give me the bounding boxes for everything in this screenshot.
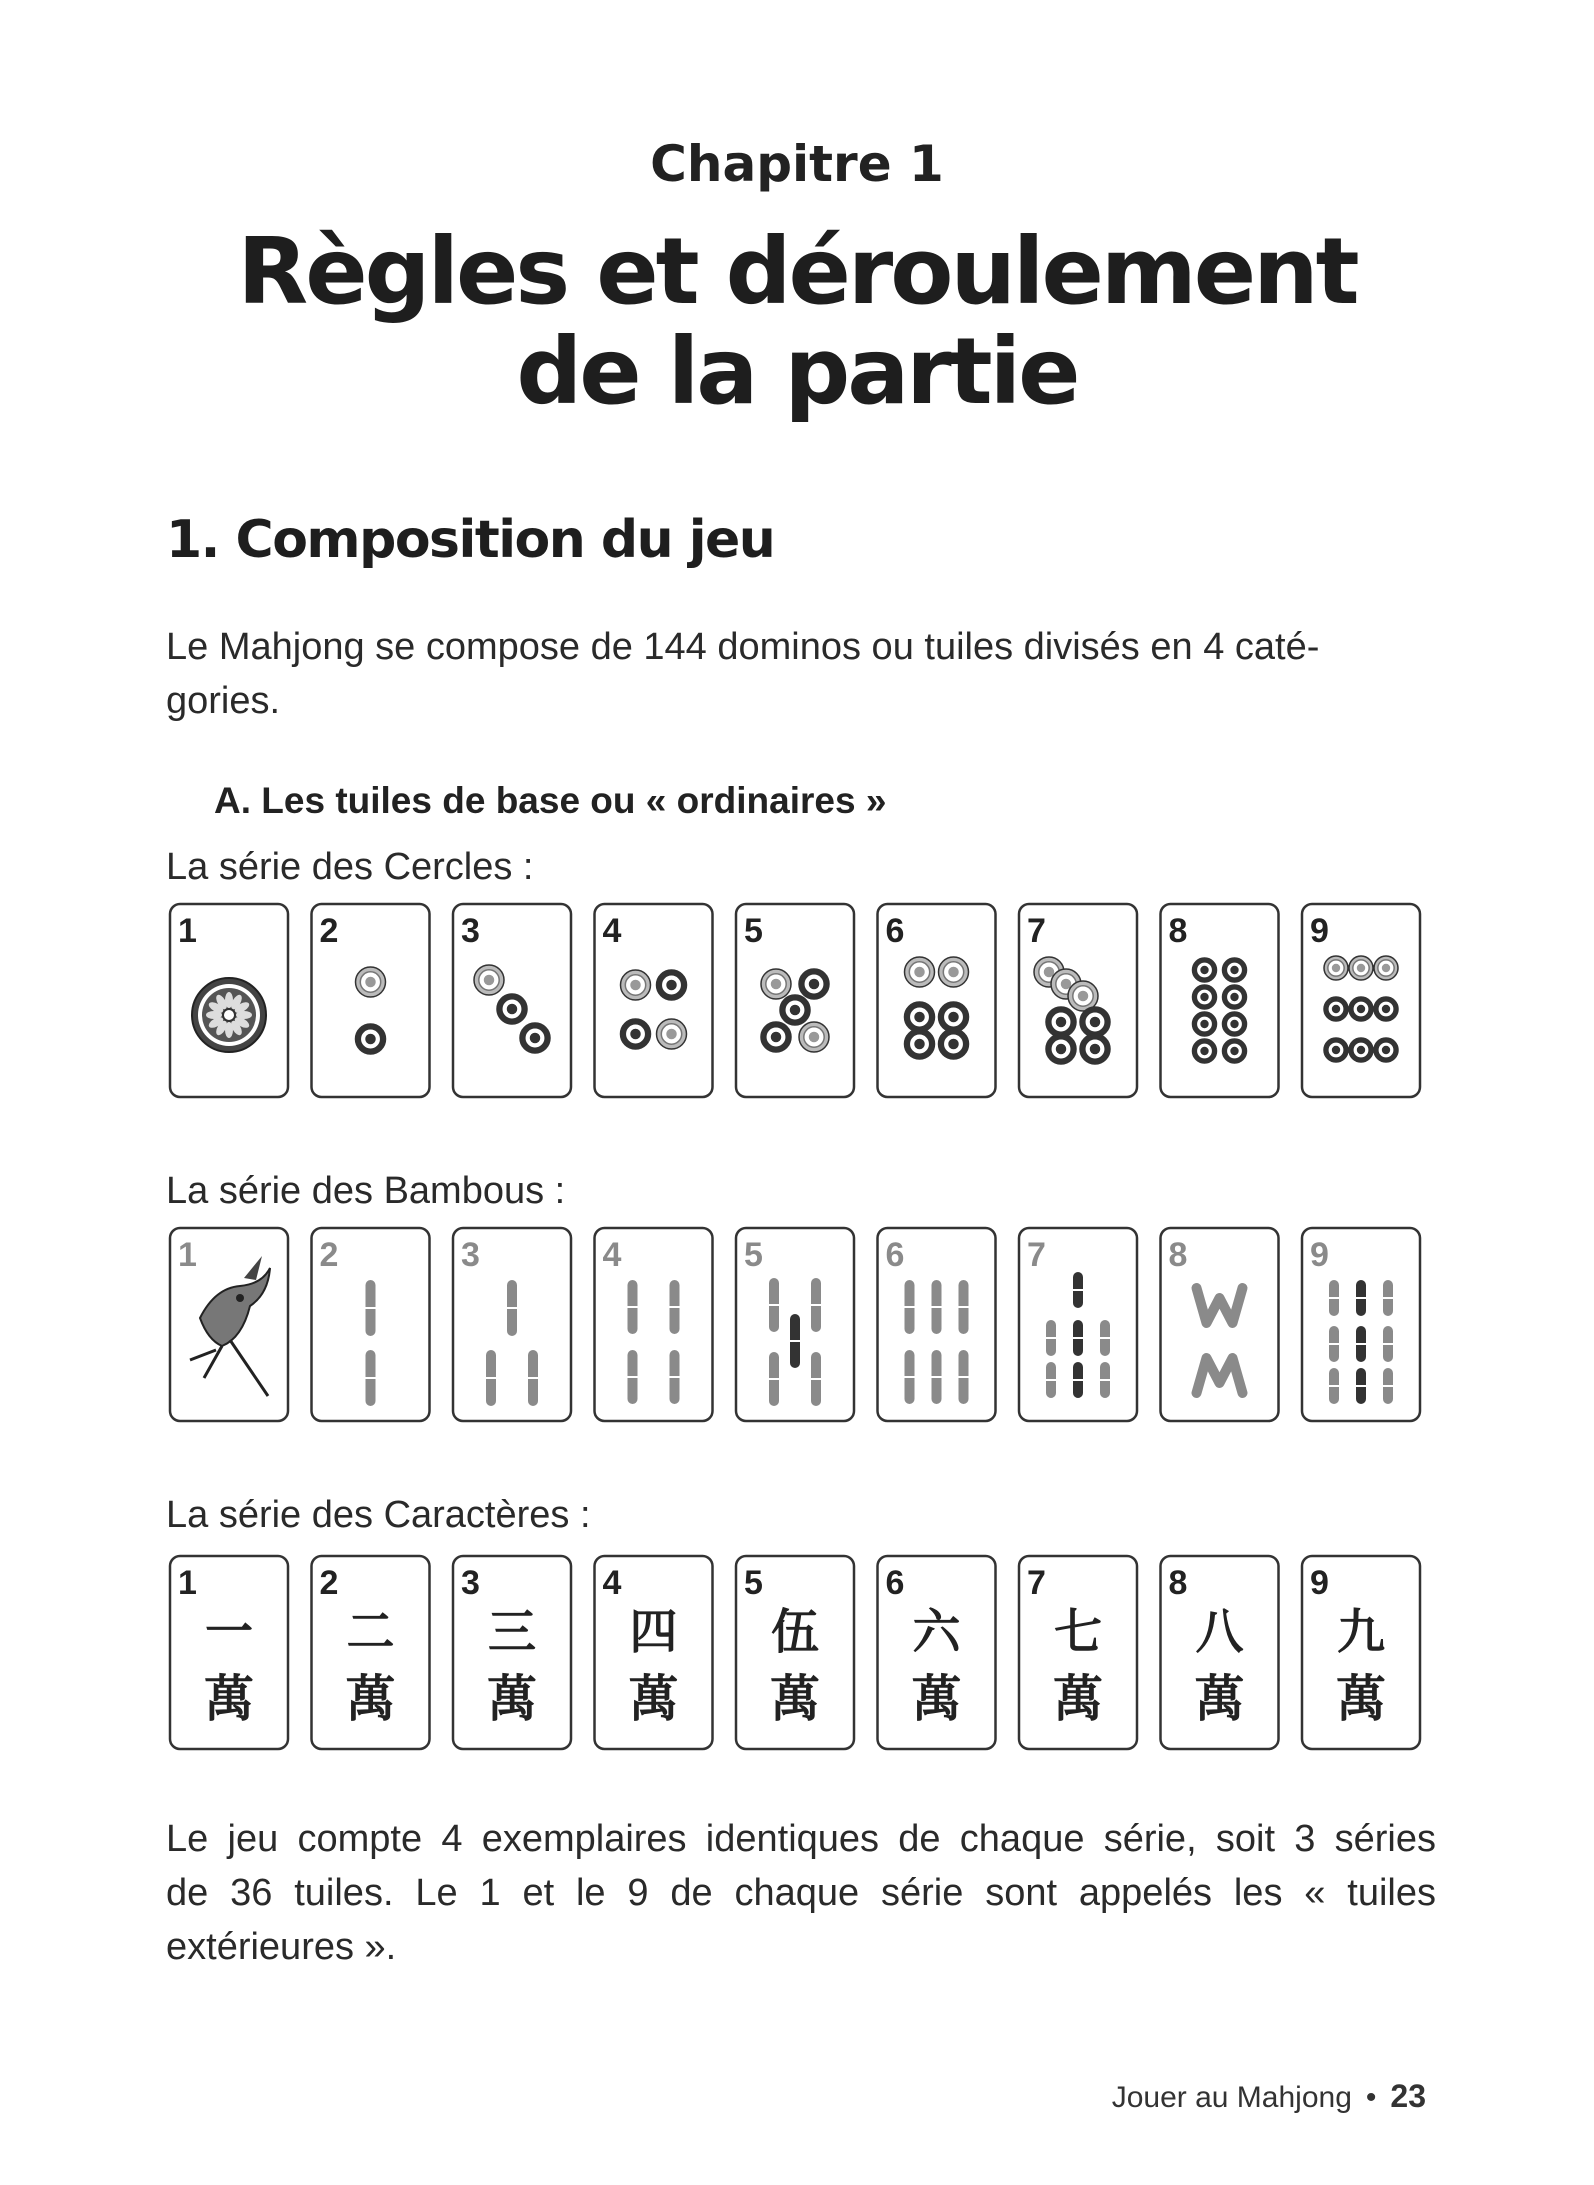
circles-series-label: La série des Cercles : bbox=[166, 846, 534, 888]
circle-tile bbox=[595, 904, 713, 1097]
bamboo-tile bbox=[595, 1228, 713, 1421]
tile-number: 7 bbox=[1027, 912, 1046, 950]
section-title: 1. Composition du jeu bbox=[166, 510, 775, 570]
circle-tile bbox=[453, 904, 571, 1097]
circles-tiles bbox=[168, 902, 1428, 1102]
characters-tile-row bbox=[168, 1554, 1428, 1754]
wan-glyph: 萬 bbox=[770, 1670, 820, 1728]
tile-number: 2 bbox=[319, 1236, 339, 1274]
footer-separator: • bbox=[1365, 2081, 1377, 2114]
character-tile bbox=[736, 1556, 854, 1749]
tile-number: 5 bbox=[744, 912, 763, 950]
footer-book-title: Jouer au Mahjong bbox=[1111, 2081, 1352, 2114]
circle-tile bbox=[1019, 904, 1137, 1097]
tile-number: 1 bbox=[178, 912, 197, 950]
tile-number: 2 bbox=[319, 912, 339, 950]
characters-series-label: La série des Caractères : bbox=[166, 1494, 591, 1536]
page-number: 23 bbox=[1390, 2078, 1426, 2114]
character-tile bbox=[878, 1556, 996, 1749]
character-glyph: 九 bbox=[1336, 1604, 1386, 1660]
tile-number: 4 bbox=[602, 1564, 622, 1602]
bamboo-tile bbox=[453, 1228, 571, 1421]
tile-number: 9 bbox=[1310, 1564, 1329, 1602]
tile-number: 6 bbox=[885, 1564, 905, 1602]
character-tile bbox=[1302, 1556, 1420, 1749]
closing-line-1: Le jeu compte 4 exemplaires identiques de chaque série, soit 3 séries bbox=[166, 1818, 1436, 1860]
wan-glyph: 萬 bbox=[911, 1670, 962, 1728]
character-glyph: 六 bbox=[912, 1604, 961, 1660]
character-tile bbox=[1161, 1556, 1279, 1749]
character-glyph: 八 bbox=[1195, 1604, 1244, 1660]
character-tile bbox=[170, 1556, 288, 1749]
bamboo-tile bbox=[1161, 1228, 1279, 1421]
circle-tile bbox=[170, 904, 288, 1097]
closing-line-2: de 36 tuiles. Le 1 et le 9 de chaque série sont appelés les « tuiles bbox=[166, 1872, 1436, 1914]
character-glyph: 四 bbox=[629, 1604, 678, 1660]
tile-number: 9 bbox=[1310, 912, 1329, 950]
tile-number: 6 bbox=[885, 1236, 905, 1274]
wan-glyph: 萬 bbox=[204, 1670, 254, 1728]
character-glyph: 三 bbox=[487, 1604, 537, 1660]
tile-number: 8 bbox=[1168, 912, 1188, 950]
character-tile bbox=[595, 1556, 713, 1749]
bamboo-tile bbox=[878, 1228, 996, 1421]
page-footer bbox=[1112, 2078, 1426, 2115]
wan-glyph: 萬 bbox=[1194, 1670, 1245, 1728]
wan-glyph: 萬 bbox=[1336, 1670, 1386, 1728]
tile-number: 4 bbox=[602, 1236, 622, 1274]
subsection-title: A. Les tuiles de base ou « ordinaires » bbox=[214, 780, 887, 821]
bamboo-tile bbox=[1019, 1228, 1137, 1421]
wan-glyph: 萬 bbox=[345, 1670, 396, 1728]
bamboos-series-label: La série des Bambous : bbox=[166, 1170, 566, 1212]
intro-line-2: gories. bbox=[166, 680, 281, 722]
intro-line-1: Le Mahjong se compose de 144 dominos ou tuiles divisés en 4 caté- bbox=[166, 626, 1320, 668]
bamboo-tiles bbox=[168, 1226, 1428, 1426]
closing-paragraph bbox=[166, 1812, 1436, 1974]
tile-number: 7 bbox=[1027, 1564, 1046, 1602]
tile-number: 2 bbox=[319, 1564, 339, 1602]
tile-number: 5 bbox=[744, 1236, 763, 1274]
character-tile bbox=[1019, 1556, 1137, 1749]
tile-number: 5 bbox=[744, 1564, 763, 1602]
tile-number: 6 bbox=[885, 912, 905, 950]
tile-number: 1 bbox=[178, 1564, 197, 1602]
character-glyph: 二 bbox=[346, 1604, 395, 1660]
tile-number: 3 bbox=[461, 912, 480, 950]
bamboos-tile-row bbox=[168, 1226, 1428, 1426]
wan-glyph: 萬 bbox=[487, 1670, 537, 1728]
character-tile bbox=[312, 1556, 430, 1749]
circle-tile bbox=[878, 904, 996, 1097]
bamboo-tile bbox=[736, 1228, 854, 1421]
character-glyph: 一 bbox=[204, 1604, 254, 1660]
tile-number: 9 bbox=[1310, 1236, 1329, 1274]
circle-tile bbox=[1161, 904, 1279, 1097]
tile-number: 3 bbox=[461, 1564, 480, 1602]
tile-number: 7 bbox=[1027, 1236, 1046, 1274]
chapter-title-line-1: Règles et déroulement bbox=[237, 218, 1357, 325]
circle-tile bbox=[1302, 904, 1420, 1097]
chapter-title-line-2: de la partie bbox=[516, 318, 1078, 425]
character-tiles bbox=[168, 1554, 1428, 1754]
chapter-label: Chapitre 1 bbox=[650, 135, 944, 193]
closing-line-3: extérieures ». bbox=[166, 1926, 397, 1968]
tile-number: 8 bbox=[1168, 1564, 1188, 1602]
tile-number: 3 bbox=[461, 1236, 480, 1274]
circle-tile bbox=[312, 904, 430, 1097]
tile-number: 1 bbox=[178, 1236, 197, 1274]
chapter-title bbox=[0, 218, 1594, 425]
circle-tile bbox=[736, 904, 854, 1097]
bamboo-tile bbox=[170, 1228, 288, 1421]
tile-number: 8 bbox=[1168, 1236, 1188, 1274]
wan-glyph: 萬 bbox=[628, 1670, 679, 1728]
character-tile bbox=[453, 1556, 571, 1749]
bamboo-tile bbox=[312, 1228, 430, 1421]
character-glyph: 七 bbox=[1053, 1604, 1103, 1660]
circles-tile-row bbox=[168, 902, 1428, 1102]
bamboo-tile bbox=[1302, 1228, 1420, 1421]
intro-paragraph bbox=[166, 620, 1436, 728]
wan-glyph: 萬 bbox=[1053, 1670, 1103, 1728]
tile-number: 4 bbox=[602, 912, 622, 950]
character-glyph: 伍 bbox=[770, 1604, 820, 1660]
